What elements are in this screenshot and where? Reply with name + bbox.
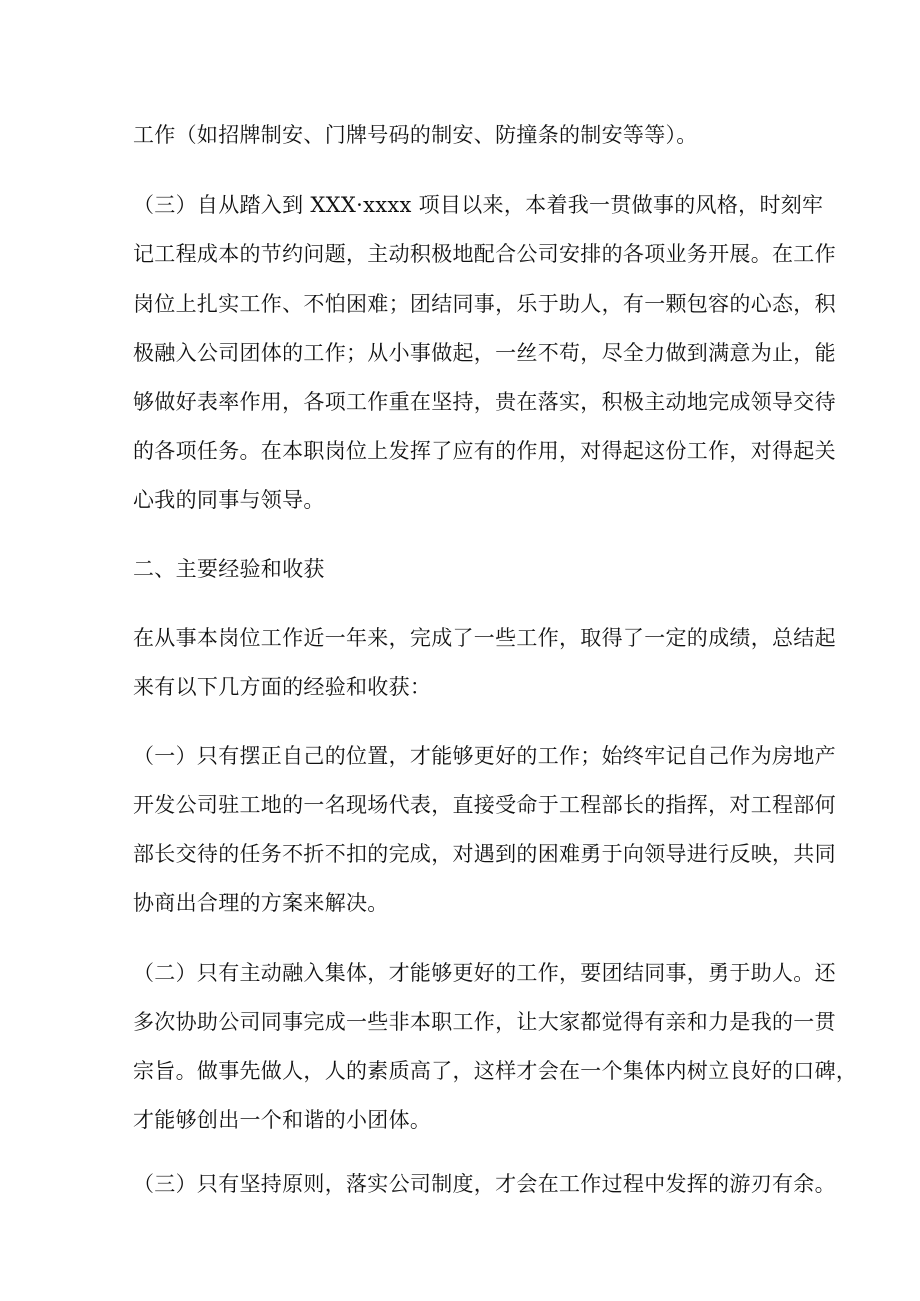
paragraph-line: 部长交待的任务不折不扣的完成，对遇到的困难勇于向领导进行反映，共同	[133, 842, 836, 866]
paragraph-line: 极融入公司团体的工作；从小事做起，一丝不苟，尽全力做到满意为止，能	[133, 341, 836, 365]
paragraph-line: 多次协助公司同事完成一些非本职工作，让大家都觉得有亲和力是我的一贯	[133, 1010, 836, 1034]
paragraph-line: （三）只有坚持原则，落实公司制度，才会在工作过程中发挥的游刃有余。	[133, 1172, 836, 1196]
paragraph-line: 工作（如招牌制安、门牌号码的制安、防撞条的制安等等）。	[133, 123, 698, 147]
paragraph-line: 协商出合理的方案来解决。	[133, 891, 389, 915]
paragraph-line: 记工程成本的节约问题，主动积极地配合公司安排的各项业务开展。在工作	[133, 242, 836, 266]
section-heading: 二、主要经验和收获	[133, 557, 325, 581]
paragraph-line: 宗旨。做事先做人，人的素质高了，这样才会在一个集体内树立良好的口碑，	[133, 1059, 858, 1083]
paragraph-line: 才能够创出一个和谐的小团体。	[133, 1108, 432, 1132]
paragraph-line: 岗位上扎实工作、不怕困难；团结同事，乐于助人，有一颗包容的心态，积	[133, 292, 836, 316]
paragraph-line: （一）只有摆正自己的位置，才能够更好的工作；始终牢记自己作为房地产	[133, 744, 836, 768]
paragraph-line: 来有以下几方面的经验和收获：	[133, 675, 432, 699]
paragraph-line: 开发公司驻工地的一名现场代表，直接受命于工程部长的指挥，对工程部何	[133, 793, 836, 817]
paragraph-line: 够做好表率作用，各项工作重在坚持，贵在落实，积极主动地完成领导交待	[133, 390, 836, 414]
paragraph-line: （三）自从踏入到 XXX·xxxx 项目以来，本着我一贯做事的风格，时刻牢	[133, 193, 824, 217]
paragraph-line: （二）只有主动融入集体，才能够更好的工作，要团结同事，勇于助人。还	[133, 961, 836, 985]
paragraph-line: 心我的同事与领导。	[133, 488, 325, 512]
paragraph-line: 在从事本岗位工作近一年来，完成了一些工作，取得了一定的成绩，总结起	[133, 626, 836, 650]
paragraph-line: 的各项任务。在本职岗位上发挥了应有的作用，对得起这份工作，对得起关	[133, 439, 836, 463]
